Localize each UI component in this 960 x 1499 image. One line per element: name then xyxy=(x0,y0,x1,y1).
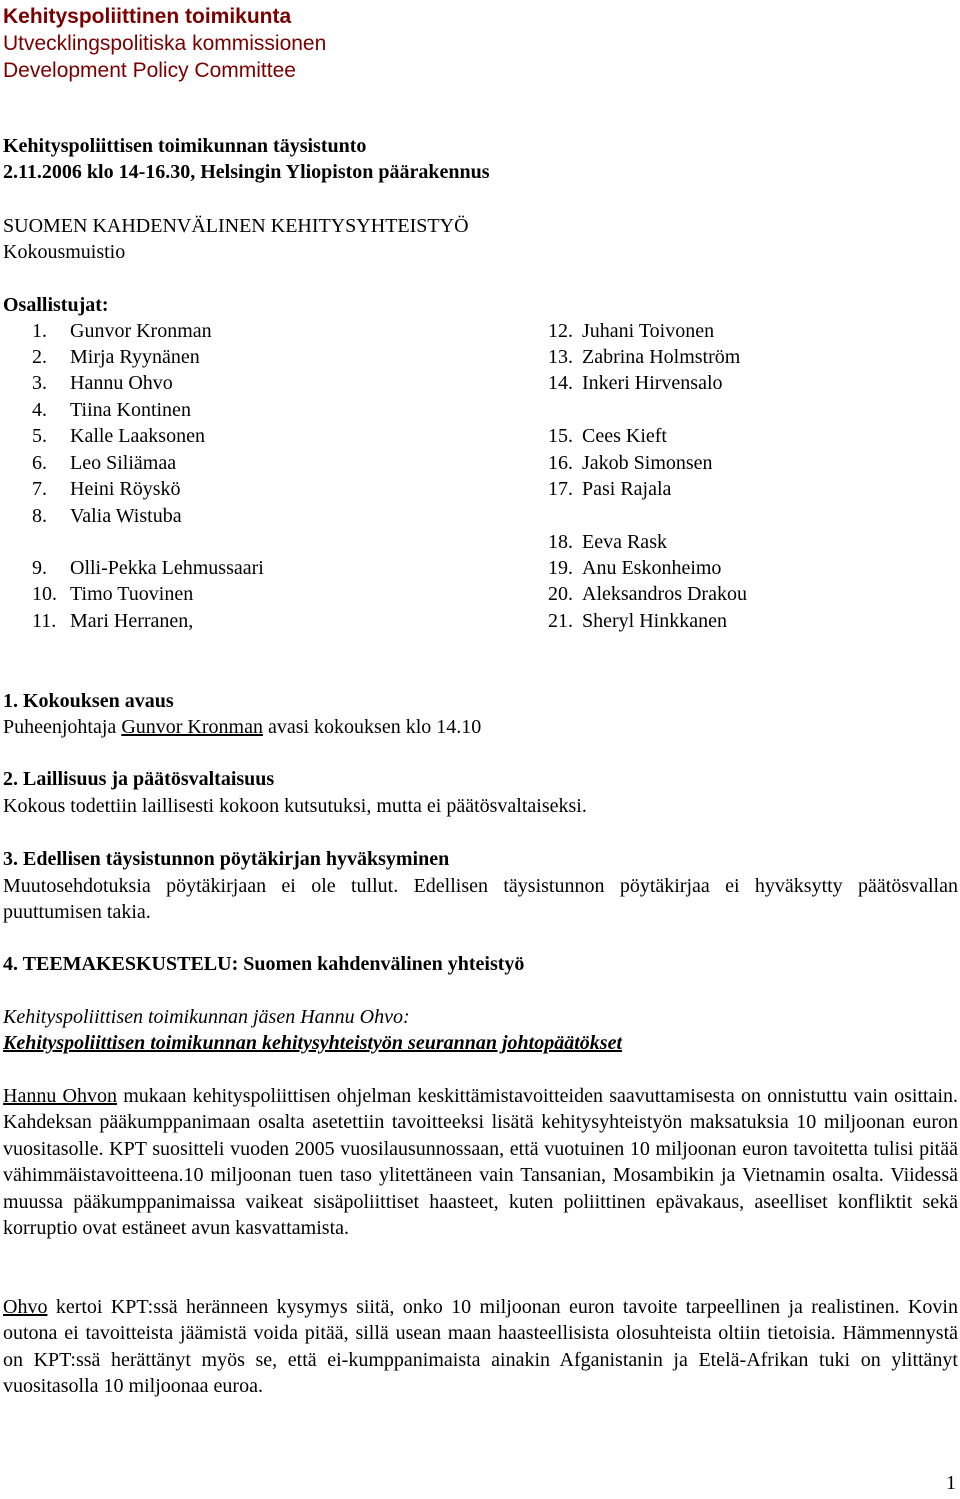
participant-name: Mari Herranen, xyxy=(70,610,194,632)
org-name-en: Development Policy Committee xyxy=(3,59,296,82)
section-4-subheading: Kehityspoliittisen toimikunnan kehitysyhteistyön seurannan johtopäätökset xyxy=(3,1032,623,1054)
participant-name: Timo Tuovinen xyxy=(70,583,194,605)
paragraph-2-text: kertoi KPT:ssä heränneen kysymys siitä, onko 10 miljoonan euron tavoite tarpeellinen ja realistinen. Kovin outona ei tavoitteista jäämistä voida pitää, sillä usean maan haasteellisista olosuhteista oltiin tietoisia. Hämmennystä on KPT:ssä herättänyt myös se, että ei-kumppanimaista ainakin Afganistanin ja Etelä-Afrikan tuki on ylittänyt vuositasolla 10 miljoonaa euroa. xyxy=(3,1296,958,1398)
participant-number: 13. xyxy=(548,346,573,368)
section-2-text: Kokous todettiin laillisesti kokoon kutsutuksi, mutta ei päätösvaltaiseksi. xyxy=(3,795,587,817)
participant-name: Pasi Rajala xyxy=(582,478,672,500)
section-1-text-pre: Puheenjohtaja xyxy=(3,716,122,738)
participants-heading: Osallistujat: xyxy=(3,294,109,316)
participant-item xyxy=(32,583,193,606)
section-1-text-post: avasi kokouksen klo 14.10 xyxy=(262,716,482,738)
participant-item xyxy=(548,557,721,580)
participant-name: Zabrina Holmström xyxy=(582,346,741,368)
participant-name: Aleksandros Drakou xyxy=(582,583,747,605)
participant-item xyxy=(548,478,671,501)
participant-number: 19. xyxy=(548,557,573,579)
page-number: 1 xyxy=(946,1472,956,1494)
participant-item xyxy=(32,346,200,369)
participant-number: 6. xyxy=(32,452,47,474)
participant-item xyxy=(32,452,176,475)
participant-number: 5. xyxy=(32,425,47,447)
participant-number: 9. xyxy=(32,557,47,579)
section-2-heading: 2. Laillisuus ja päätösvaltaisuus xyxy=(3,768,275,790)
participant-number: 1. xyxy=(32,320,47,342)
participant-number: 10. xyxy=(32,583,57,605)
participant-name: Tiina Kontinen xyxy=(70,399,191,421)
participant-name: Kalle Laaksonen xyxy=(70,425,205,447)
participant-name: Juhani Toivonen xyxy=(582,320,715,342)
participant-item xyxy=(32,557,264,580)
participant-item xyxy=(548,452,713,475)
participant-number: 18. xyxy=(548,531,573,553)
section-4-paragraph-2 xyxy=(3,1294,958,1400)
participant-name: Heini Röyskö xyxy=(70,478,181,500)
participant-name: Leo Siliämaa xyxy=(70,452,177,474)
participant-number: 3. xyxy=(32,372,47,394)
speaker-name-link[interactable]: Hannu Ohvon xyxy=(3,1085,117,1107)
participant-name: Anu Eskonheimo xyxy=(582,557,722,579)
section-4-paragraph-1 xyxy=(3,1083,958,1241)
participant-number: 21. xyxy=(548,610,573,632)
section-4-heading: 4. TEEMAKESKUSTELU: Suomen kahdenvälinen yhteistyö xyxy=(3,953,525,975)
chair-name-link[interactable]: Gunvor Kronman xyxy=(121,716,263,738)
participant-item xyxy=(548,425,667,448)
participant-number: 20. xyxy=(548,583,573,605)
participant-item xyxy=(548,372,723,395)
participant-name: Jakob Simonsen xyxy=(582,452,713,474)
document-type: Kokousmuistio xyxy=(3,241,126,263)
participant-number: 2. xyxy=(32,346,47,368)
participant-item xyxy=(32,610,193,633)
meeting-title: Kehityspoliittisen toimikunnan täysistunto xyxy=(3,135,367,157)
meeting-topic: SUOMEN KAHDENVÄLINEN KEHITYSYHTEISTYÖ xyxy=(3,215,469,237)
participant-item xyxy=(32,425,205,448)
participant-number: 17. xyxy=(548,478,573,500)
participant-item xyxy=(548,610,727,633)
participant-item xyxy=(32,478,181,501)
participant-number: 16. xyxy=(548,452,573,474)
participant-number: 11. xyxy=(32,610,57,632)
participant-name: Valia Wistuba xyxy=(70,505,182,527)
participant-number: 8. xyxy=(32,505,47,527)
participant-name: Cees Kieft xyxy=(582,425,667,447)
organization-header xyxy=(3,3,326,84)
participant-name: Hannu Ohvo xyxy=(70,372,173,394)
participant-number: 12. xyxy=(548,320,573,342)
participant-item xyxy=(32,320,212,343)
participant-name: Mirja Ryynänen xyxy=(70,346,200,368)
participant-name: Inkeri Hirvensalo xyxy=(582,372,723,394)
participant-number: 4. xyxy=(32,399,47,421)
participant-number: 14. xyxy=(548,372,573,394)
participant-item xyxy=(32,505,182,528)
paragraph-1-text: mukaan kehityspoliittisen ohjelman keskittämistavoitteiden saavuttamisesta on onnistuttu vain osittain. Kahdeksan pääkumppanimaan osalta asetettiin tavoitteeksi lisätä kehitysyhteistyön maksatuksia 10 miljoonan euron vuositasolle. KPT suositteli vuoden 2005 vuosilausunnossaan, että vuotuinen 10 miljoonan euron tavoitetta tulisi pitää vähimmäistavoitteena.10 miljoonan tuen taso ylitettäneen vain Tansanian, Mosambikin ja Vietnamin osalta. Viidessä muussa pääkumppanimaissa vaikeat sisäpoliittiset haasteet, kuten poliittinen epävakaus, aseelliset konfliktit sekä korruptio ovat estäneet avun kasvattamista. xyxy=(3,1085,958,1240)
section-1-heading: 1. Kokouksen avaus xyxy=(3,690,174,712)
org-name-sv: Utvecklingspolitiska kommissionen xyxy=(3,32,327,55)
participant-number: 7. xyxy=(32,478,47,500)
participant-name: Gunvor Kronman xyxy=(70,320,212,342)
org-name-fi: Kehityspoliittinen toimikunta xyxy=(3,5,292,28)
section-3-text: Muutosehdotuksia pöytäkirjaan ei ole tullut. Edellisen täysistunnon pöytäkirjaa ei hyväksytty päätösvallan puuttumisen takia. xyxy=(3,875,958,924)
speaker-surname-link[interactable]: Ohvo xyxy=(3,1296,48,1318)
section-4-speaker: Kehityspoliittisen toimikunnan jäsen Hannu Ohvo: xyxy=(3,1006,410,1028)
meeting-datetime-place: 2.11.2006 klo 14-16.30, Helsingin Yliopiston päärakennus xyxy=(3,161,490,183)
participant-name: Olli-Pekka Lehmussaari xyxy=(70,557,264,579)
participant-number: 15. xyxy=(548,425,573,447)
participant-item xyxy=(548,531,667,554)
section-3-heading: 3. Edellisen täysistunnon pöytäkirjan hyväksyminen xyxy=(3,848,450,870)
participant-item xyxy=(32,372,173,395)
participant-name: Eeva Rask xyxy=(582,531,667,553)
participant-item xyxy=(32,399,191,422)
participant-item xyxy=(548,583,747,606)
participant-item xyxy=(548,346,740,369)
participant-name: Sheryl Hinkkanen xyxy=(582,610,727,632)
section-1-text xyxy=(3,716,481,739)
participant-item xyxy=(548,320,714,343)
